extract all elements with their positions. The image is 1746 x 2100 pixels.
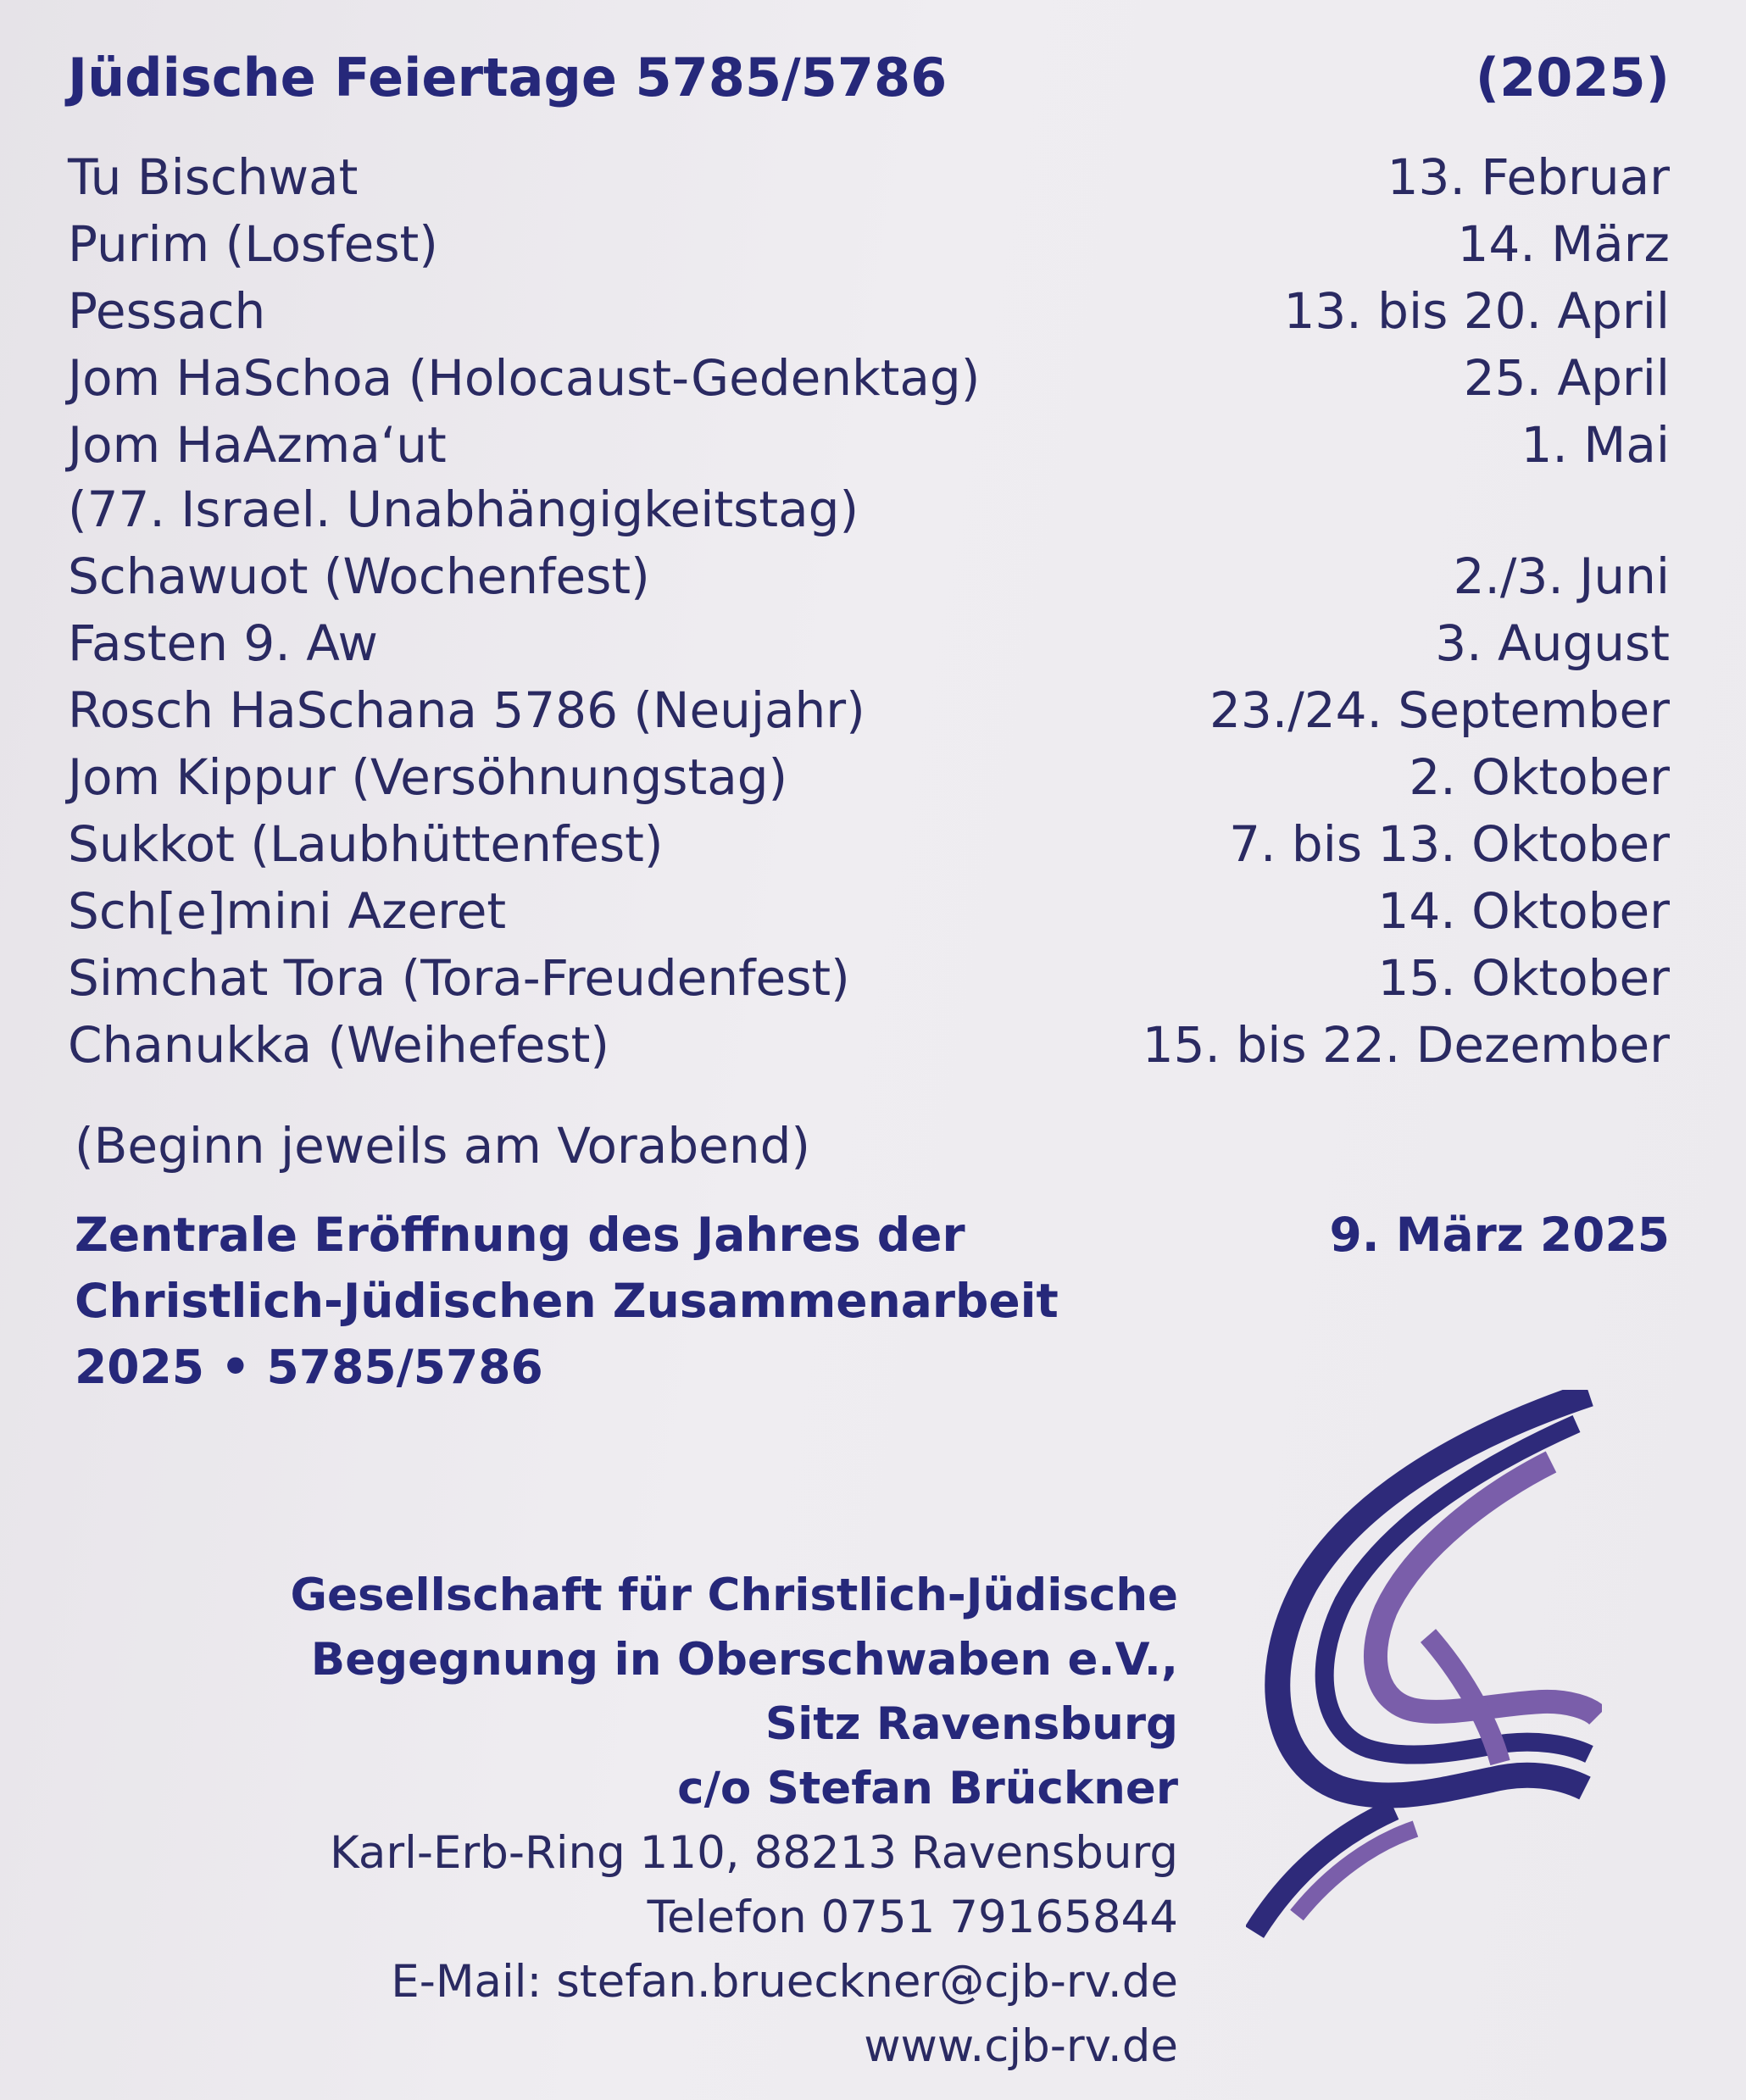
holiday-row: [68, 211, 1670, 278]
organization-logo: [1246, 1390, 1602, 1949]
holiday-date: 7. bis 13. Oktober: [1229, 815, 1670, 873]
holiday-date: 14. Oktober: [1377, 882, 1670, 940]
page-title: Jüdische Feiertage 5785/5786: [68, 47, 948, 108]
street-address: Karl-Erb-Ring 110, 88213 Ravensburg: [330, 1827, 1178, 1879]
holiday-date: 1. Mai: [1521, 416, 1670, 474]
holiday-date: 2./3. Juni: [1453, 547, 1670, 605]
opening-date: 9. März 2025: [1329, 1208, 1670, 1262]
opening-line-3: 2025 • 5785/5786: [75, 1340, 543, 1394]
holiday-row: [68, 278, 1670, 345]
holiday-row: [68, 144, 1670, 211]
holiday-row: [68, 1012, 1670, 1079]
holiday-name: Jom Kippur (Versöhnungstag): [68, 748, 788, 806]
opening-line-1: Zentrale Eröffnung des Jahres der: [75, 1208, 965, 1262]
holiday-date: 13. Februar: [1387, 148, 1670, 206]
holiday-date: 13. bis 20. April: [1283, 282, 1670, 340]
address-block: [254, 1564, 1178, 2079]
holiday-row: [68, 345, 1670, 412]
org-seat: Sitz Ravensburg: [765, 1698, 1178, 1750]
holiday-name: Schawuot (Wochenfest): [68, 547, 650, 605]
holiday-name: Simchat Tora (Tora-Freudenfest): [68, 949, 850, 1007]
holiday-name: Tu Bischwat: [68, 148, 359, 206]
holiday-row: [68, 543, 1670, 610]
holiday-row: [68, 811, 1670, 878]
holiday-name: Jom HaSchoa (Holocaust-Gedenktag): [68, 349, 981, 407]
holiday-name: (77. Israel. Unabhängigkeitstag): [68, 481, 859, 538]
holiday-name: Sch[e]mini Azeret: [68, 882, 507, 940]
org-contact-person: c/o Stefan Brückner: [677, 1763, 1178, 1814]
holiday-name: Sukkot (Laubhüttenfest): [68, 815, 664, 873]
holiday-list: [68, 144, 1670, 1079]
holiday-date: 14. März: [1457, 215, 1670, 273]
org-name-line-1: Gesellschaft für Christlich-Jüdische: [290, 1569, 1178, 1621]
opening-event: [75, 1202, 1670, 1400]
holiday-row: [68, 412, 1670, 479]
holiday-name: Rosch HaSchana 5786 (Neujahr): [68, 681, 865, 739]
holiday-name: Jom HaAzma‘ut: [68, 416, 447, 474]
holiday-name: Chanukka (Weihefest): [68, 1016, 609, 1074]
opening-line-2: Christlich-Jüdischen Zusammenarbeit: [75, 1274, 1059, 1328]
logo-inner-stroke: [1376, 1462, 1598, 1716]
logo-tail-stroke: [1254, 1809, 1394, 1932]
holiday-date: 3. August: [1435, 614, 1670, 672]
holiday-name: Purim (Losfest): [68, 215, 438, 273]
phone-number: Telefon 0751 79165844: [647, 1892, 1178, 1943]
holiday-row: [68, 878, 1670, 945]
email-address[interactable]: E-Mail: stefan.brueckner@cjb-rv.de: [391, 1956, 1178, 2008]
header: [68, 47, 1670, 108]
website-link[interactable]: www.cjb-rv.de: [864, 2020, 1178, 2072]
holiday-date: 2. Oktober: [1409, 748, 1670, 806]
holiday-name: Fasten 9. Aw: [68, 614, 378, 672]
holiday-date: 15. bis 22. Dezember: [1142, 1016, 1670, 1074]
holiday-date: 25. April: [1463, 349, 1670, 407]
evening-note: (Beginn jeweils am Vorabend): [75, 1117, 811, 1175]
holiday-row: [68, 677, 1670, 744]
org-name-line-2: Begegnung in Oberschwaben e.V.,: [310, 1634, 1178, 1686]
holiday-row: [68, 945, 1670, 1012]
holiday-row: [68, 744, 1670, 811]
holiday-date: 23./24. September: [1209, 681, 1670, 739]
holiday-name: Pessach: [68, 282, 266, 340]
year-label: (2025): [1475, 47, 1670, 108]
holiday-row: [68, 476, 1670, 543]
holiday-date: 15. Oktober: [1377, 949, 1670, 1007]
holiday-row: [68, 610, 1670, 677]
